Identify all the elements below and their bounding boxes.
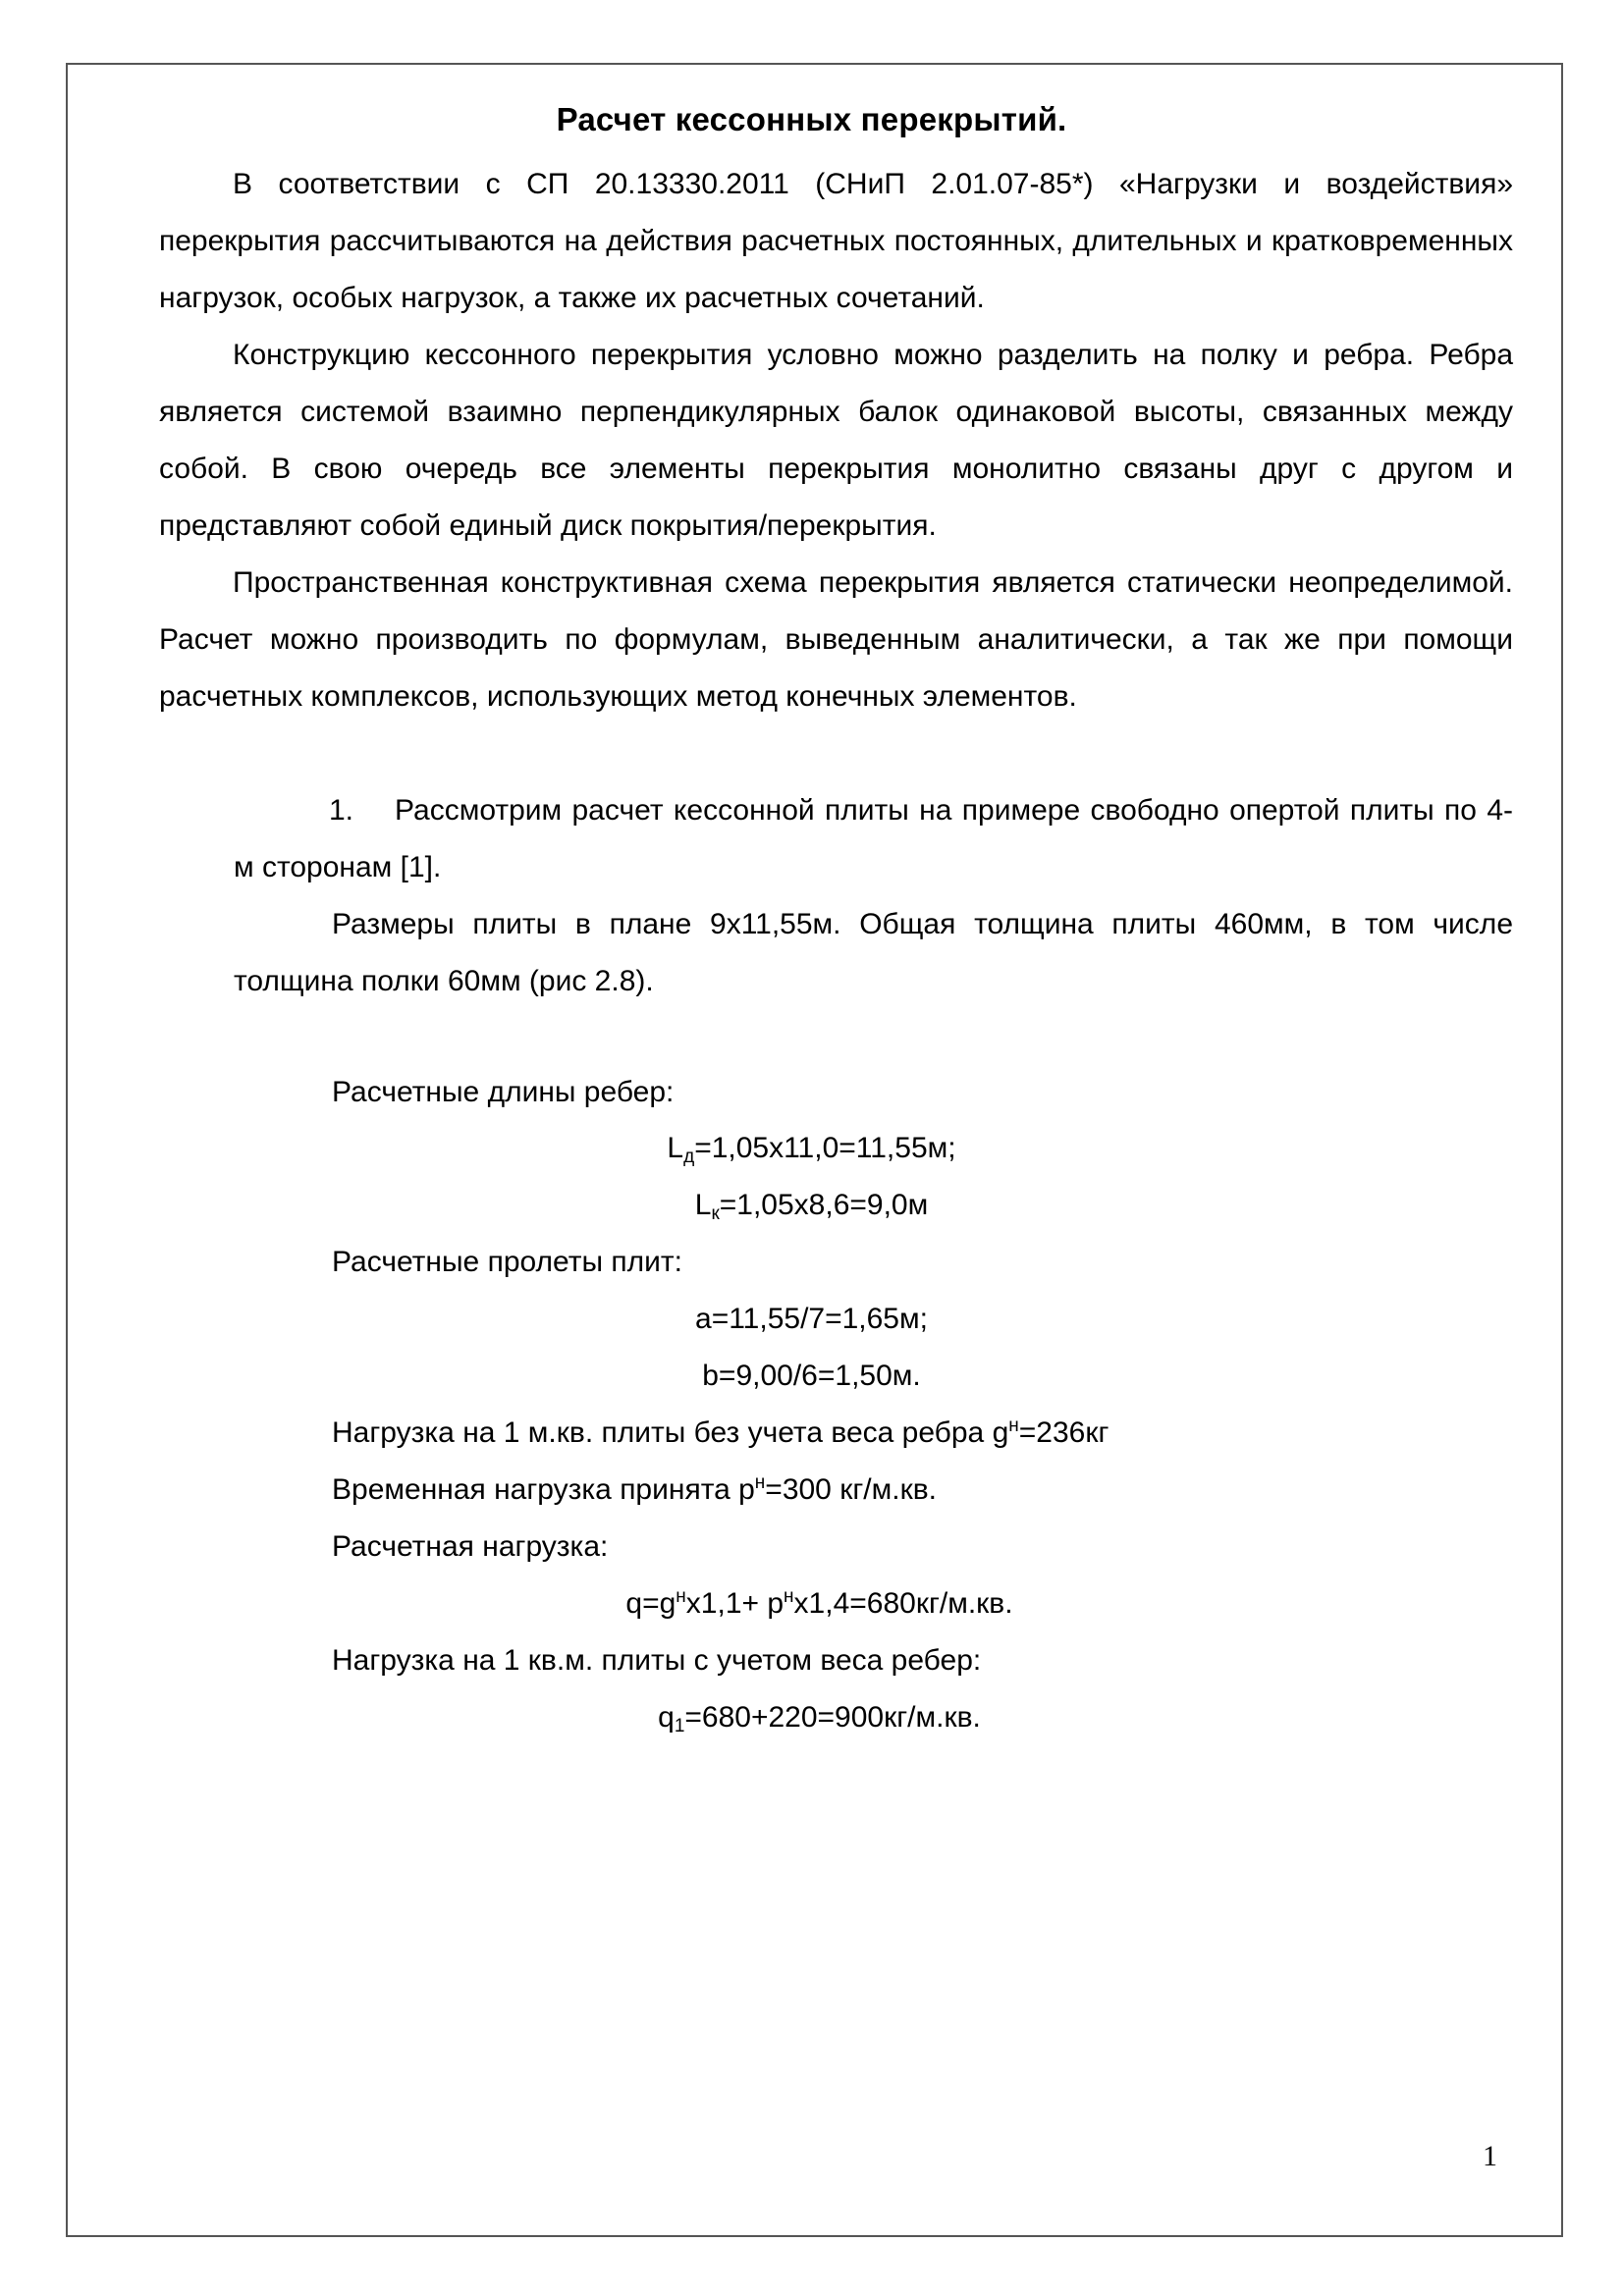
q-part-2: х1,1+ р xyxy=(685,1587,784,1620)
formula-lk xyxy=(0,1186,1623,1225)
ld-symbol: L xyxy=(667,1132,684,1164)
q1-subscript: 1 xyxy=(674,1716,685,1736)
q1-symbol: q xyxy=(658,1701,675,1734)
load-with-ribs-label: Нагрузка на 1 кв.м. плиты с учетом веса ребер: xyxy=(332,1644,982,1677)
ld-expression: =1,05х11,0=11,55м; xyxy=(694,1132,956,1164)
paragraph-1 xyxy=(159,156,1513,327)
load-no-rib-superscript: н xyxy=(1008,1415,1019,1436)
list-item xyxy=(234,782,1513,896)
rib-lengths-label: Расчетные длины ребер: xyxy=(332,1076,675,1108)
paragraph-1-text: В соответствии с СП 20.13330.2011 (СНиП 2.01.07-85*) «Нагрузки и воздействия» перекрытия рассчитываются на действия расчетных постоянных, длительных и кратковременных нагрузок, особых нагрузок, а также их расчетных сочетаний. xyxy=(159,168,1513,314)
load-no-rib-prefix: Нагрузка на 1 м.кв. плиты без учета веса ребра g xyxy=(332,1416,1009,1449)
q1-expression: =680+220=900кг/м.кв. xyxy=(684,1701,981,1734)
formula-q xyxy=(0,1584,1623,1624)
lk-symbol: L xyxy=(694,1189,712,1221)
lk-subscript: к xyxy=(711,1203,720,1224)
design-load-label: Расчетная нагрузка: xyxy=(332,1530,609,1563)
dimensions-text: Размеры плиты в плане 9х11,55м. Общая толщина плиты 460мм, в том числе толщина полки 60мм (рис 2.8). xyxy=(234,908,1513,997)
q-superscript-2: н xyxy=(784,1586,794,1607)
list-item-text: Рассмотрим расчет кессонной плиты на примере свободно опертой плиты по 4-м сторонам [1]. xyxy=(234,794,1513,883)
paragraph-3 xyxy=(159,555,1513,725)
q-part-1: q=g xyxy=(625,1587,676,1620)
formula-ld xyxy=(0,1129,1623,1168)
formula-q1 xyxy=(0,1698,1623,1737)
formula-b: b=9,00/6=1,50м. xyxy=(702,1360,921,1392)
paragraph-2-text: Конструкцию кессонного перекрытия условно можно разделить на полку и ребра. Ребра является системой взаимно перпендикулярных балок одинаковой высоты, связанных между собой. В свою очередь все элементы перекрытия монолитно связаны друг с другом и представляют собой единый диск покрытия/перекрытия. xyxy=(159,339,1513,542)
load-no-rib-line xyxy=(332,1414,1109,1453)
q-superscript-1: н xyxy=(676,1586,686,1607)
temp-load-suffix: =300 кг/м.кв. xyxy=(765,1473,937,1506)
list-item-number: 1. xyxy=(329,794,354,827)
temp-load-prefix: Временная нагрузка принята р xyxy=(332,1473,755,1506)
formula-a: а=11,55/7=1,65м; xyxy=(695,1303,928,1335)
paragraph-3-text: Пространственная конструктивная схема перекрытия является статически неопределимой. Расчет можно производить по формулам, выведенным аналитически, а так же при помощи расчетных комплексов, использующих метод конечных элементов. xyxy=(159,566,1513,713)
paragraph-2 xyxy=(159,327,1513,555)
lk-expression: =1,05х8,6=9,0м xyxy=(719,1189,929,1221)
dimensions-paragraph xyxy=(234,896,1513,1010)
temp-load-superscript: н xyxy=(754,1472,766,1493)
ld-subscript: д xyxy=(683,1147,695,1167)
page-number: 1 xyxy=(1483,2140,1497,2172)
page-title: Расчет кессонных перекрытий. xyxy=(556,101,1067,137)
spans-label: Расчетные пролеты плит: xyxy=(332,1246,682,1278)
temp-load-line xyxy=(332,1470,937,1510)
load-no-rib-suffix: =236кг xyxy=(1018,1416,1109,1449)
q-part-3: х1,4=680кг/м.кв. xyxy=(793,1587,1013,1620)
